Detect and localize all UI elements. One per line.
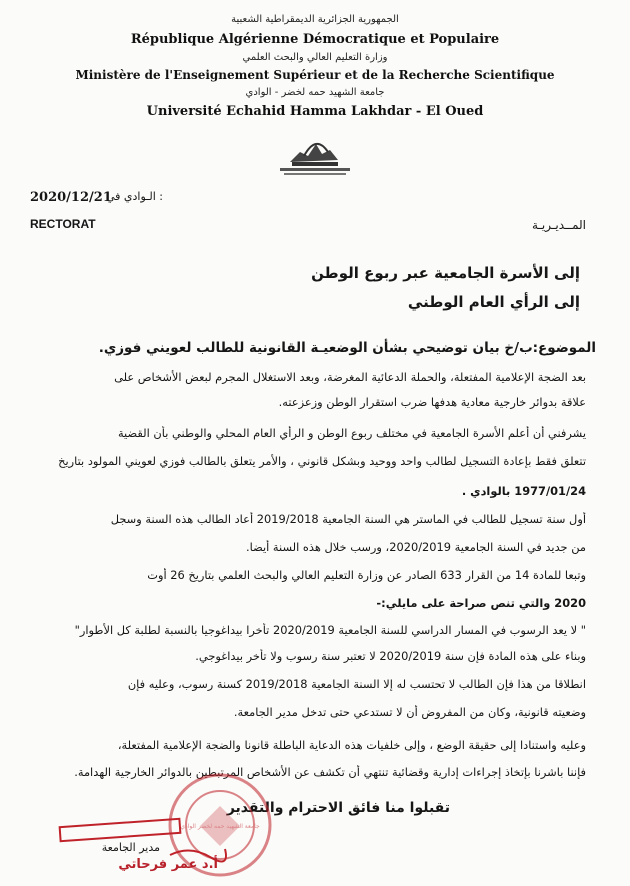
header-ar-ministry: وزارة التعليم العالي والبحث العلمي xyxy=(242,52,388,63)
office-ar: المــديـريـة xyxy=(531,218,586,232)
body-line: فإننا باشرنا بإتخاذ إجراءات إدارية وقضائية تنتهي أن تكشف عن الأشخاص المرتبطين بالدوائر الخارجية الهدامة. xyxy=(74,765,586,779)
body-line: وتبعا للمادة 14 من القرار 633 الصادر عن وزارة التعليم العالي والبحث العلمي بتاريخ 26 أوت xyxy=(147,568,586,582)
date: 2020/12/21 xyxy=(30,190,112,205)
signature-block xyxy=(40,815,230,875)
body-line: يشرفني أن أعلم الأسرة الجامعية في مختلف ربوع الوطن و الرأي العام المحلي والوطني بأن القضية xyxy=(117,426,586,440)
office-fr: RECTORAT xyxy=(30,217,96,231)
header-fr-ministry: Ministère de l'Enseignement Supérieur et de la Recherche Scientifique xyxy=(75,68,555,82)
body-line: تتعلق فقط بإعادة التسجيل لطالب واحد ووحيد وبشكل قانوني ، والأمر يتعلق بالطالب فوزي لعويني المولود بتاريخ xyxy=(58,454,586,468)
signature-name: أ.د عمر فرحاتي xyxy=(118,857,218,872)
header-ar-republic: الجمهورية الجزائرية الديمقراطية الشعبية xyxy=(231,14,399,25)
body-line: 2020 والتي تنص صراحة على مايلي:- xyxy=(376,596,586,610)
body-line: وبناء على هذه المادة فإن سنة 2020/2019 لا تعتبر سنة رسوب ولا تأخر بيداغوجي. xyxy=(195,649,586,663)
body-line: بعد الضجة الإعلامية المفتعلة، والحملة الدعائية المغرضة، وبعد الاستغلال المجرم لبعض الأشخاص على xyxy=(114,370,586,384)
stamp-text: جامعة الشهيد حمه لخضر الوادي xyxy=(180,823,260,830)
body-line: وضعيته قانونية، وكان من المفروض أن لا تستدعي حتى تدخل مدير الجامعة. xyxy=(233,705,586,719)
university-logo xyxy=(270,130,360,180)
body-line: علاقة بدوائر خارجية معادية هدفها ضرب استقرار الوطن وزعزعته. xyxy=(278,395,586,409)
header-ar-university: جامعة الشهيد حمه لخضر - الوادي xyxy=(245,87,385,98)
body-line: من جديد في السنة الجامعية 2020/2019، ورسب خلال هذه السنة أيضا. xyxy=(246,540,586,554)
subject-line: الموضوع:ب/خ بيان توضيحي بشأن الوضعيـة القانونية للطالب لعويني فوزي. xyxy=(98,340,596,356)
address-line-2: إلى الرأي العام الوطني xyxy=(407,293,580,311)
body-line: وعليه واستنادا إلى حقيقة الوضع ، وإلى خلفيات هذه الدعاية الباطلة قانونا والضجة الإعلامية المفتعلة، xyxy=(117,738,586,752)
date-label: : الـوادي في xyxy=(106,190,164,203)
body-line: 1977/01/24 بالوادي . xyxy=(461,484,586,498)
body-line: انطلاقا من هذا فإن الطالب لا تحتسب له إلا السنة الجامعية 2019/2018 كسنة رسوب، وعليه فإن xyxy=(127,677,586,691)
body-line: أول سنة تسجيل للطالب في الماستر هي السنة الجامعية 2019/2018 أعاد الطالب هذه السنة وسجل xyxy=(110,512,586,526)
body-line: " لا يعد الرسوب في المسار الدراسي للسنة الجامعية 2020/2019 تأخرا بيداغوجيا بالنسبة لطلبة كل الأطوار" xyxy=(74,623,586,637)
header-fr-republic: République Algérienne Démocratique et Populaire xyxy=(130,32,500,47)
signature-title: مدير الجامعة xyxy=(101,841,160,854)
address-line-1: إلى الأسرة الجامعية عبر ربوع الوطن xyxy=(311,264,580,282)
closing-line: تقبلوا منا فائق الاحترام والتقدير xyxy=(226,800,450,816)
header-fr-university: Université Echahid Hamma Lakhdar - El Oued xyxy=(146,104,484,119)
